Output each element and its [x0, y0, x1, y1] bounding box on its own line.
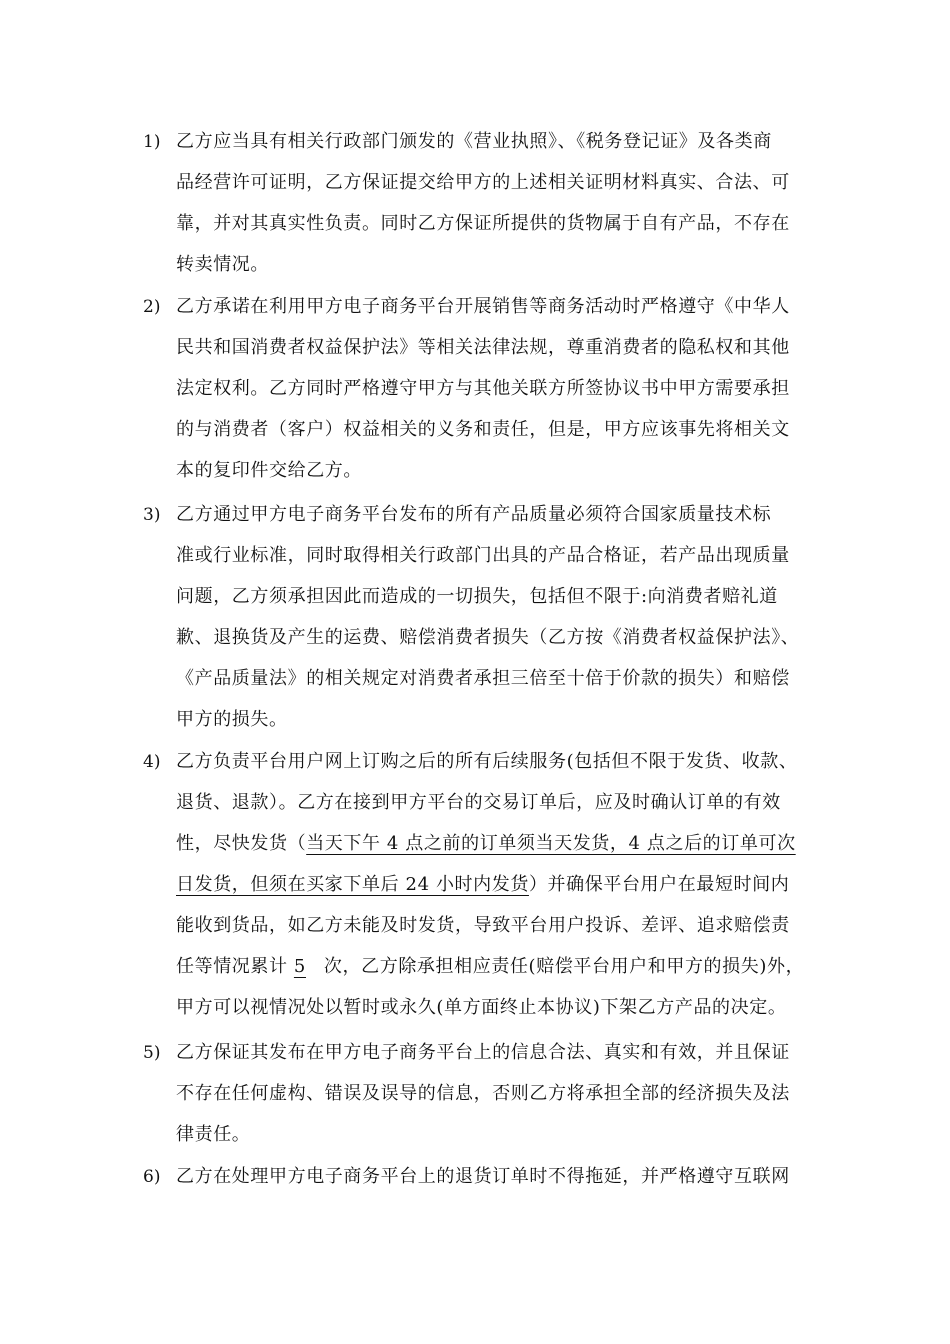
clause-text: 次，乙方除承担相应责任(赔偿平台用户和甲方的损失)外， [323, 956, 805, 977]
clause-line: 准或行业标准，同时取得相关行政部门出具的产品合格证，若产品出现质量 [176, 545, 790, 566]
clause-text: 任等情况累计 [176, 956, 294, 977]
clause-line: 民共和国消费者权益保护法》等相关法律法规，尊重消费者的隐私权和其他 [176, 337, 790, 358]
clause-line: 《产品质量法》的相关规定对消费者承担三倍至十倍于价款的损失）和赔偿 [176, 668, 790, 689]
clause-line: 律责任。 [176, 1124, 251, 1145]
clause-text: 性，尽快发货（ [176, 833, 307, 854]
underlined-delivery-rule: 当天下午 4 点之前的订单须当天发货，4 点之后的订单可次 [306, 833, 796, 854]
clause-line: 乙方承诺在利用甲方电子商务平台开展销售等商务活动时严格遵守《中华人 [176, 296, 790, 317]
clause-line: 甲方的损失。 [176, 709, 288, 730]
clause-line: 乙方应当具有相关行政部门颁发的《营业执照》、《税务登记证》及各类商 [176, 131, 772, 152]
clause-line: 本的复印件交给乙方。 [176, 460, 362, 481]
clause-line: 的与消费者（客户）权益相关的义务和责任，但是，甲方应该事先将相关文 [176, 419, 790, 440]
clause-line [176, 875, 816, 895]
clause-line: 靠，并对其真实性负责。同时乙方保证所提供的货物属于自有产品，不存在 [176, 213, 790, 234]
clause-number: 1) [143, 132, 161, 152]
clause-text: ）并确保平台用户在最短时间内 [528, 874, 790, 895]
clause-line: 法定权利。乙方同时严格遵守甲方与其他关联方所签协议书中甲方需要承担 [176, 378, 790, 399]
clause-line: 歉、退换货及产生的运费、赔偿消费者损失（乙方按《消费者权益保护法》、 [176, 627, 800, 648]
clause-line: 不存在任何虚构、错误及误导的信息，否则乙方将承担全部的经济损失及法 [176, 1083, 790, 1104]
clause-line: 甲方可以视情况处以暂时或永久(单方面终止本协议)下架乙方产品的决定。 [176, 997, 787, 1018]
clause-number: 3) [143, 505, 161, 525]
clause-line: 乙方保证其发布在甲方电子商务平台上的信息合法、真实和有效，并且保证 [176, 1042, 790, 1063]
clause-line [176, 957, 816, 977]
clause-line: 问题，乙方须承担因此而造成的一切损失，包括但不限于:向消费者赔礼道 [176, 586, 778, 607]
clause-line: 乙方负责平台用户网上订购之后的所有后续服务(包括但不限于发货、收款、 [176, 751, 798, 772]
clause-line [176, 834, 816, 854]
complaint-count-blank: 5 [293, 956, 306, 977]
clause-number: 2) [143, 297, 161, 317]
clause-line: 乙方在处理甲方电子商务平台上的退货订单时不得拖延，并严格遵守互联网 [176, 1166, 790, 1187]
clause-number: 6) [143, 1167, 161, 1187]
clause-line: 品经营许可证明，乙方保证提交给甲方的上述相关证明材料真实、合法、可 [176, 172, 790, 193]
clause-line: 退货、退款）。乙方在接到甲方平台的交易订单后，应及时确认订单的有效 [176, 792, 781, 813]
clause-number: 4) [143, 752, 161, 772]
clause-line: 乙方通过甲方电子商务平台发布的所有产品质量必须符合国家质量技术标 [176, 504, 772, 525]
clause-line: 转卖情况。 [176, 254, 269, 275]
clause-number: 5) [143, 1043, 161, 1063]
clause-line: 能收到货品，如乙方未能及时发货，导致平台用户投诉、差评、追求赔偿责 [176, 915, 790, 936]
underlined-delivery-rule: 日发货，但须在买家下单后 24 小时内发货 [176, 874, 529, 895]
